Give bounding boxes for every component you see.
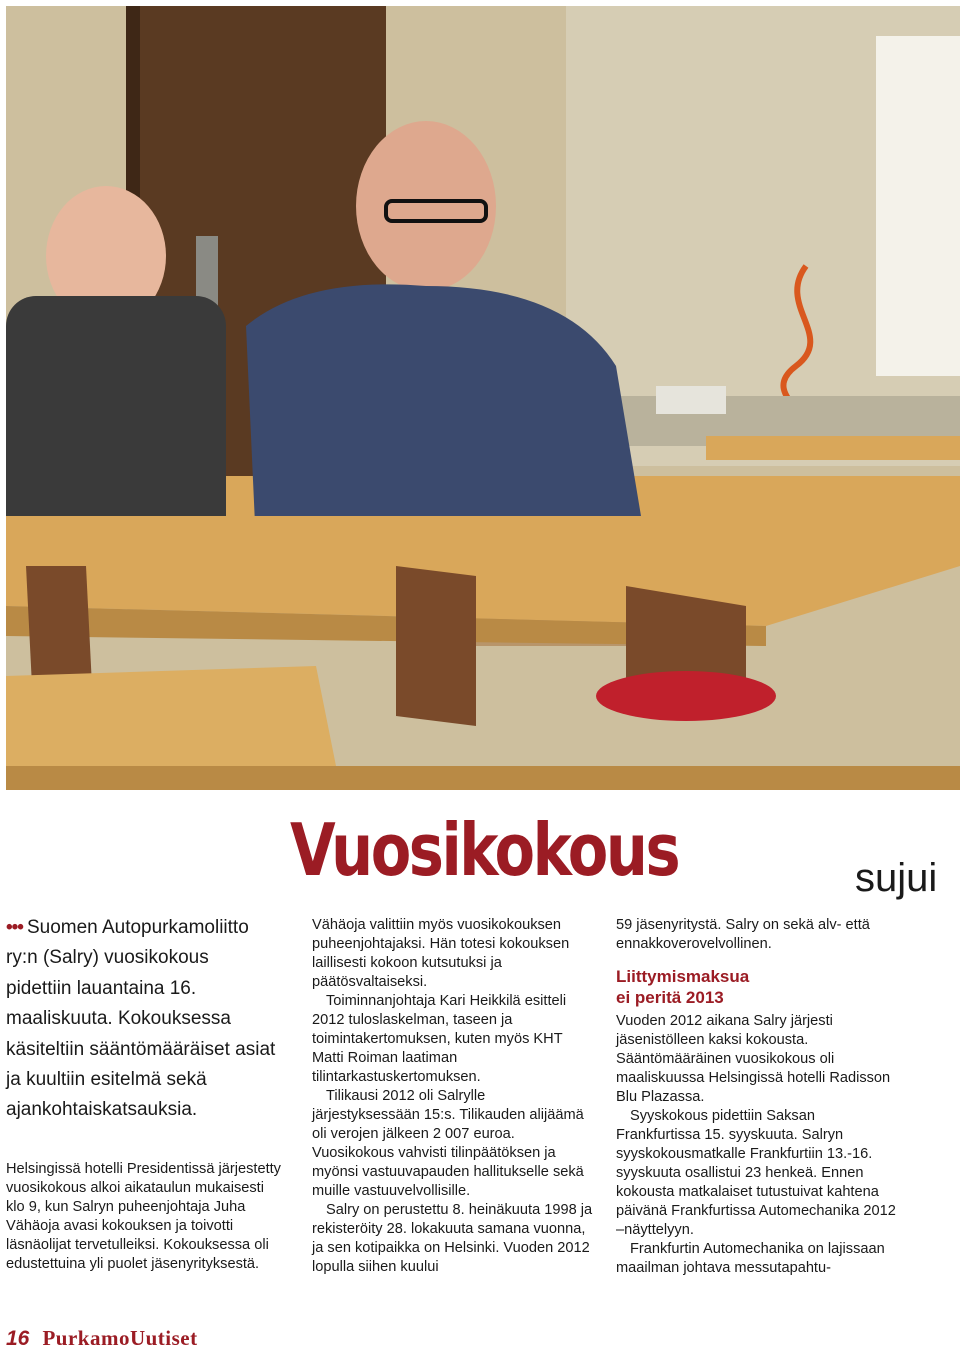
body-column-1 <box>6 1160 282 1274</box>
paragraph: Frankfurtin Automechanika on lajissaan maailman johtava messutapahtu- <box>616 1241 885 1276</box>
subheading-line: Liittymismaksua <box>616 967 750 986</box>
page-footer <box>6 1326 198 1351</box>
paragraph: 59 jäsenyritystä. Salry on sekä alv- että ennakkoverovelvollinen. <box>616 917 870 952</box>
paragraph: Toiminnanjohtaja Kari Heikkilä esitteli 2012 tuloslaskelman, taseen ja toimintakertomuksen, kuten myös KHT Matti Roiman laatiman tilintarkastuskertomuksen. <box>312 993 567 1085</box>
subheading-line: ei peritä 2013 <box>616 988 724 1007</box>
paragraph: Salry on perustettu 8. heinäkuuta 1998 ja rekisteröity 28. lokakuuta samana vuonna, ja sen kotipaikka on Helsinki. Vuoden 2012 lopulla siihen kuului <box>312 1202 593 1275</box>
paragraph: Helsingissä hotelli Presidentissä järjestetty vuosikokous alkoi aikataulun mukaisesti klo 9, kun Salryn puheenjohtaja Juha Vähäoja avasi kokouksen ja toivotti läsnäolijat tervetulleiksi. Kokouksessa oli edustettuina yli puolet jäsenyrityksestä. <box>6 1161 281 1272</box>
page-number: 16 <box>6 1327 30 1350</box>
paragraph: Syyskokous pidettiin Saksan Frankfurtissa 15. syyskuuta. Salryn syyskokousmatkalle Frankfurtiin 13.-16. syyskuuta osallistui 23 henkeä. Ennen kokousta matkalaiset tutustuivat kahtena päivänä Frankfurtissa Automechanika 2012 –näyttelyyn. <box>616 1108 896 1238</box>
headline-main: Vuosikokous <box>290 808 679 892</box>
bullet-dots-icon: ••• <box>6 917 23 938</box>
meeting-photo-icon <box>6 6 960 790</box>
magazine-name: PurkamoUutiset <box>42 1326 198 1350</box>
paragraph: Vuoden 2012 aikana Salry järjesti jäsenistölleen kaksi kokousta. Sääntömääräinen vuosikokous oli maaliskuussa Helsingissä hotelli Radisson Blu Plazassa. <box>616 1013 891 1105</box>
subheading <box>616 966 902 1008</box>
lead-text: Suomen Autopurkamoliitto ry:n (Salry) vuosikokous pidettiin lauantaina 16. maaliskuuta. Kokouksessa käsiteltiin sääntömääräiset asiat ja kuultiin esitelmä sekä ajankohtaiskatsauksia. <box>6 917 276 1121</box>
meeting-photo <box>6 6 960 790</box>
article-headline <box>290 808 938 900</box>
headline-secondary: sujui <box>855 856 938 900</box>
paragraph: Vähäoja valittiin myös vuosikokouksen puheenjohtajaksi. Hän totesi kokouksen laillisesti kokoon kutsutuksi ja päätösvaltaiseksi. <box>312 917 570 990</box>
body-column-3 <box>616 916 902 1278</box>
lead-paragraph <box>6 913 276 1126</box>
paragraph: Tilikausi 2012 oli Salrylle järjestyksessään 15:s. Tilikauden alijäämä oli verojen jälkeen 2 007 euroa. Vuosikokous vahvisti tilinpäätöksen ja myönsi vastuuvapauden hallitukselle sekä muille vastuuvelvollisille. <box>312 1088 584 1199</box>
body-column-2 <box>312 916 597 1277</box>
